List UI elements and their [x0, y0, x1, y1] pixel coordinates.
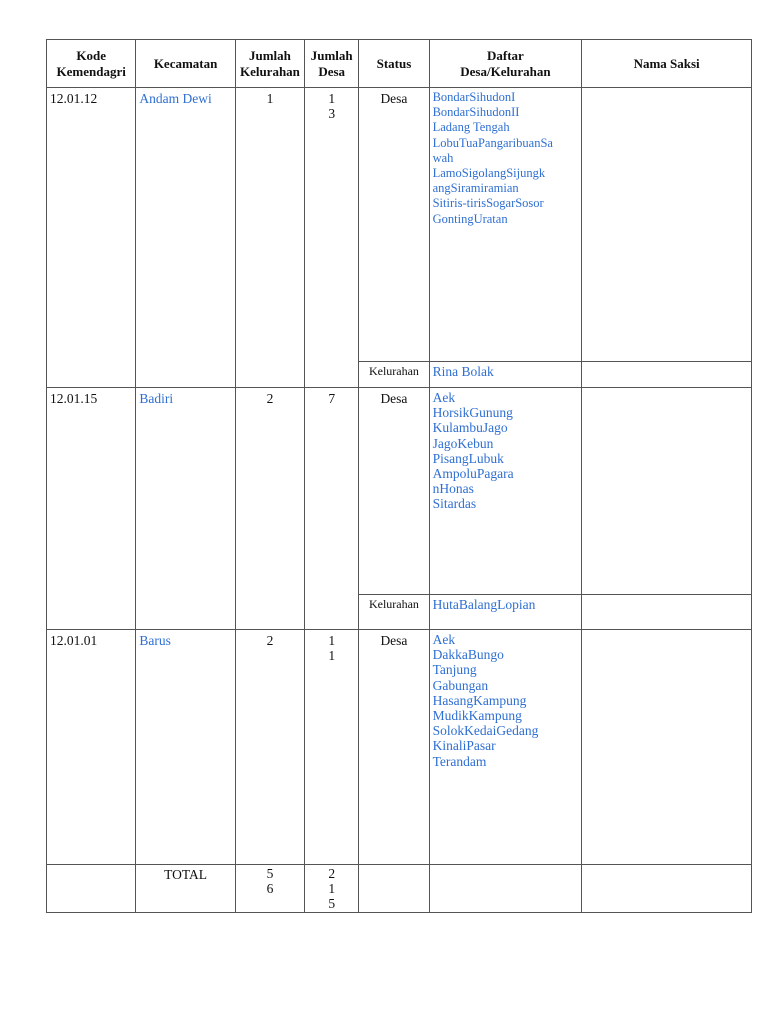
header-kode-line2: Kemendagri — [56, 63, 126, 79]
nama-saksi-cell[interactable] — [582, 630, 752, 865]
header-daftar — [429, 40, 582, 88]
desa-item[interactable]: Gabungan — [432, 677, 489, 693]
total-jd-digit: 5 — [328, 896, 336, 912]
nama-saksi-cell[interactable] — [582, 88, 752, 362]
kecamatan-cell[interactable]: Barus — [136, 630, 235, 865]
desa-item[interactable]: Aek — [432, 390, 456, 405]
status-cell: Kelurahan — [359, 362, 429, 388]
table-row — [47, 388, 752, 595]
total-row — [47, 865, 752, 913]
header-jk-line1: Jumlah — [248, 47, 291, 63]
status-cell: Desa — [359, 88, 429, 362]
kelurahan-item[interactable]: Rina Bolak — [432, 364, 494, 379]
desa-item[interactable]: KulambuJago — [432, 420, 508, 436]
desa-item[interactable]: Terandam — [432, 753, 487, 769]
kode-cell: 12.01.15 — [47, 388, 136, 630]
header-jk-line2: Kelurahan — [239, 63, 300, 79]
desa-item[interactable]: MudikKampung — [432, 708, 522, 724]
total-status-cell — [359, 865, 429, 913]
kecamatan-cell[interactable]: Badiri — [136, 388, 235, 630]
desa-item[interactable]: LobuTuaPangaribuanSa — [432, 135, 553, 150]
desa-item[interactable]: JagoKebun — [432, 435, 494, 451]
header-status: Status — [359, 40, 429, 88]
desa-item[interactable]: DakkaBungo — [432, 647, 504, 663]
desa-item[interactable]: GontingUratan — [432, 211, 508, 226]
total-kode-cell — [47, 865, 136, 913]
status-cell: Kelurahan — [359, 595, 429, 630]
desa-item[interactable]: Sitiris-tirisSogarSosor — [432, 196, 544, 211]
jk-digit: 1 — [266, 91, 274, 106]
kode-cell: 12.01.12 — [47, 88, 136, 388]
desa-item[interactable]: KinaliPasar — [432, 738, 496, 754]
table-row — [47, 88, 752, 362]
kelurahan-list-cell — [429, 362, 582, 388]
jumlah-desa-cell — [305, 630, 359, 865]
header-jd-line2: Desa — [318, 63, 346, 79]
kecamatan-table — [46, 39, 752, 913]
total-jumlah-desa — [305, 865, 359, 913]
header-jd-line1: Jumlah — [310, 47, 353, 63]
kelurahan-list-cell — [429, 595, 582, 630]
jumlah-desa-cell — [305, 388, 359, 630]
jumlah-kelurahan-cell — [235, 630, 304, 865]
desa-item[interactable]: LamoSigolangSijungk — [432, 166, 546, 181]
total-nama-saksi-cell — [582, 865, 752, 913]
desa-item[interactable]: BondarSihudonII — [432, 105, 520, 120]
desa-item[interactable]: HasangKampung — [432, 692, 527, 708]
desa-item[interactable]: PisangLubuk — [432, 450, 504, 466]
nama-saksi-cell[interactable] — [582, 362, 752, 388]
desa-item[interactable]: HorsikGunung — [432, 405, 513, 421]
header-kode-line1: Kode — [76, 47, 106, 63]
total-jumlah-kelurahan — [235, 865, 304, 913]
total-jk-digit: 6 — [266, 881, 274, 897]
status-cell: Desa — [359, 388, 429, 595]
header-daftar-line1: Daftar — [487, 47, 524, 63]
desa-list-cell — [429, 388, 582, 595]
header-kecamatan: Kecamatan — [136, 40, 235, 88]
jd-digit: 1 — [328, 648, 336, 664]
desa-item[interactable]: nHonas — [432, 481, 474, 497]
jd-digit: 7 — [328, 391, 336, 406]
desa-list-cell — [429, 88, 582, 362]
jumlah-kelurahan-cell — [235, 88, 304, 388]
header-nama-saksi: Nama Saksi — [582, 40, 752, 88]
kode-cell: 12.01.01 — [47, 630, 136, 865]
jumlah-kelurahan-cell — [235, 388, 304, 630]
jd-digit: 1 — [328, 91, 336, 106]
kelurahan-item[interactable]: HutaBalangLopian — [432, 597, 536, 612]
header-row — [47, 40, 752, 88]
jk-digit: 2 — [266, 633, 274, 648]
status-cell: Desa — [359, 630, 429, 865]
desa-item[interactable]: Sitardas — [432, 496, 477, 512]
desa-item[interactable]: angSiramiramian — [432, 181, 519, 196]
header-kode — [47, 40, 136, 88]
jk-digit: 2 — [266, 391, 274, 406]
jd-digit: 1 — [328, 633, 336, 648]
total-jd-digit: 2 — [328, 866, 336, 881]
jd-digit: 3 — [328, 106, 336, 122]
header-jumlah-desa — [305, 40, 359, 88]
total-jd-digit: 1 — [328, 881, 336, 897]
nama-saksi-cell[interactable] — [582, 388, 752, 595]
desa-list-cell — [429, 630, 582, 865]
desa-item[interactable]: Aek — [432, 632, 456, 647]
desa-item[interactable]: Ladang Tengah — [432, 120, 510, 135]
nama-saksi-cell[interactable] — [582, 595, 752, 630]
total-label: TOTAL — [136, 865, 235, 913]
header-jumlah-kelurahan — [235, 40, 304, 88]
desa-item[interactable]: AmpoluPagara — [432, 466, 514, 482]
total-daftar-cell — [429, 865, 582, 913]
header-daftar-line2: Desa/Kelurahan — [460, 63, 551, 79]
total-jk-digit: 5 — [266, 866, 274, 881]
table-row — [47, 630, 752, 865]
desa-item[interactable]: BondarSihudonI — [432, 90, 516, 104]
desa-item[interactable]: SolokKedaiGedang — [432, 723, 539, 739]
desa-item[interactable]: Tanjung — [432, 662, 477, 678]
desa-item[interactable]: wah — [432, 150, 454, 165]
kecamatan-cell[interactable]: Andam Dewi — [136, 88, 235, 388]
jumlah-desa-cell — [305, 88, 359, 388]
